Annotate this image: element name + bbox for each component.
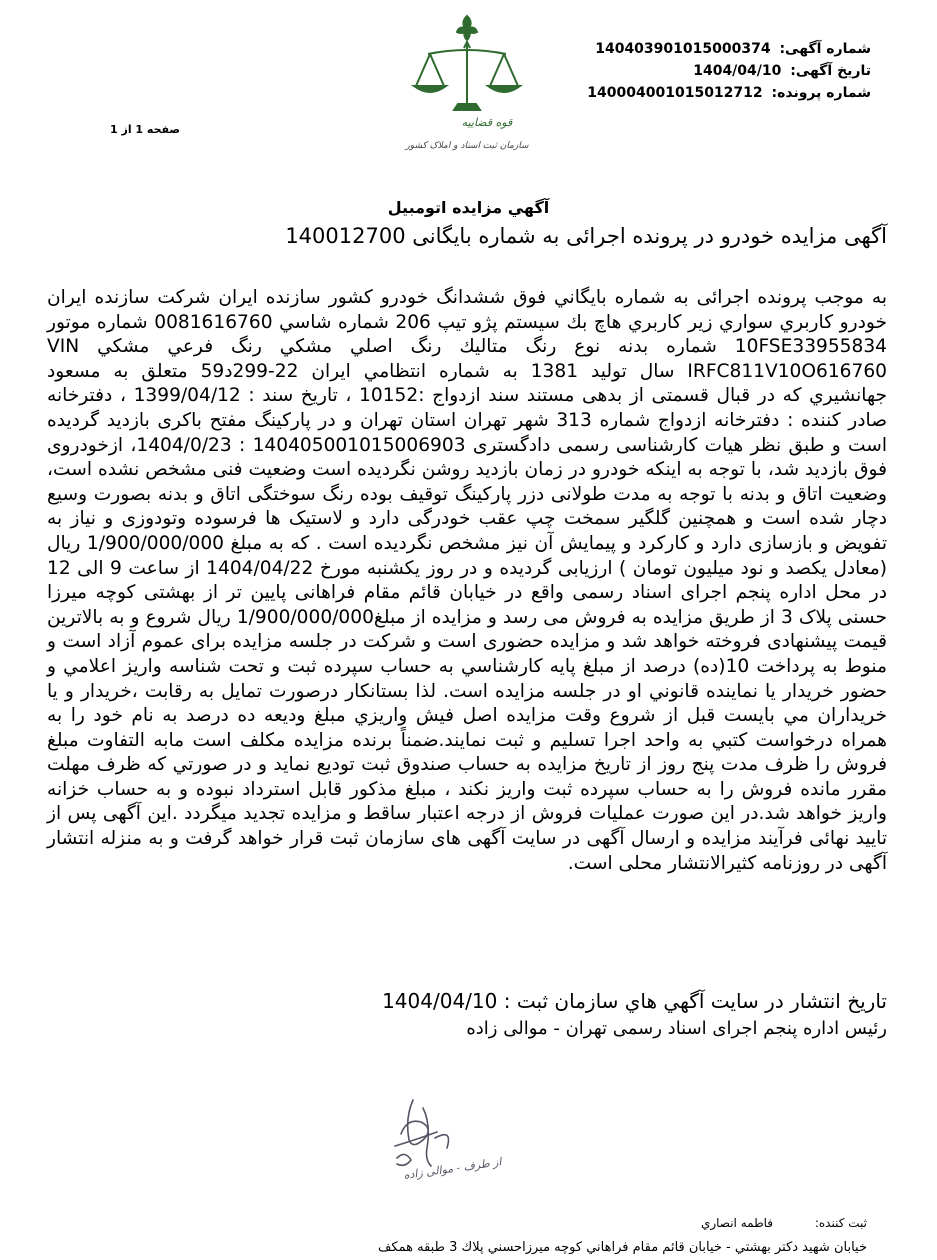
registrar-name: فاطمه انصاري — [700, 1216, 774, 1230]
registrar-row — [701, 1216, 867, 1230]
publication-date-line: تاريخ انتشار در سايت آگهي هاي سازمان ثبت : 1404/04/10 — [382, 989, 887, 1013]
signatory-line: رئیس اداره پنجم اجرای اسناد رسمی تهران - موالی زاده — [466, 1018, 887, 1039]
emblem-line-2: سازمان ثبت اسناد و املاک کشور — [405, 141, 529, 151]
ad-date-row — [571, 60, 871, 82]
ad-date: 1404/04/10 — [693, 63, 782, 79]
office-address: خيابان شهيد دكتر بهشتي - خيابان قائم مقام فراهاني كوچه ميرزاحسني پلاك 3 طبقه همكف — [377, 1240, 867, 1255]
document-subtitle: آگهی مزایده خودرو در پرونده اجرائی به شماره بایگانی 140012700 — [285, 224, 887, 248]
ad-number-row — [571, 38, 871, 60]
ad-number-label: شماره آگهی: — [779, 41, 871, 57]
registrar-label: ثبت کننده: — [814, 1216, 867, 1230]
ad-meta — [571, 38, 871, 104]
auction-notice-body: به موجب پرونده اجرائی به شماره بايگاني فوق ششدانگ خودرو کشور سازنده ایران شرکت سازنده ایران خودرو کاربري سواري زير کاربري هاچ بك سيستم پژو تيپ 206 شماره شاسي 0081616760 شماره موتور 10FSE33955834 شماره بدنه نوع رنگ متاليك رنگ اصلي مشكي رنگ فرعي مشكي VIN IRFC811V10O616760 سال توليد 1381 به شماره انتظامي ايران 22-299د59 متعلق به مسعود جهانشيري که در قبال قسمتی از بدهی مستند سند ازدواج :10152 ، تاریخ سند : 1399/04/12 ، دفترخانه صادر کننده : دفترخانه ازدواج شماره 313 شهر تهران استان تهران و در پارکینگ مفتح باکری بازدید گردیده است و طبق نظر هیات کارشناسی رسمی دادگستری 140405001015006903 : 1404/0/23، ازخودروی فوق بازدید شد، با توجه به اینکه خودرو در زمان بازدید روشن نگردیده است وضعیت فنی مشخص نشده است، وضعیت اتاق و بدنه با توجه به مدت طولانی دزر پارکینگ توقیف بوده رنگ سوختگی اتاق و بدنه بصورت وسیع دچار شده است و همچنین گلگیر سمخت چپ عقب خودرگی دارد و لاستیک ها فرسوده وتودوزی و نیاز به تفویض و بازسازی دارد و کارکرد و پیمایش آن نیز مشخص نگردیده است . که به مبلغ 1/900/000/000 ريال (معادل یکصد و نود میلیون تومان ) ارزیابی گردیده و در روز یکشنبه مورخ 1404/04/22 از ساعت 9 الی 12 در محل اداره پنجم اجرای اسناد رسمی واقع در خیابان قائم مقام فراهانی پایین تر از بهشتی کوچه میرزا حسنی پلاک 3 از طریق مزایده به فروش می رسد و مزایده از مبلغ1/900/000/000 ريال شروع و به بالاترین قیمت پیشنهادی فروخته خواهد شد و مزایده حضوری است و شرکت در جلسه مزایده برای عموم آزاد است و منوط به پرداخت 10(ده) درصد از مبلغ پايه كارشناسي به حساب سپرده ثبت و تحت شناسه واريز اعلامي و حضور خريدار يا نماينده قانوني او در جلسه مزايده است. لذا بستانكار درصورت تمايل به رقابت ،خريدار و يا خريداران مي بايست قبل از شروع وقت مزايده اصل فيش واريزي مبلغ وديعه ده درصد به نام خود را به همراه درخواست كتبي به واحد اجرا تسليم و ثبت نمايند.ضمناً برنده مزايده مكلف است مابه التفاوت مبلغ فروش را ظرف مدت پنج روز از تاريخ مزايده به حساب صندوق ثبت توديع نمايد و در صورتي كه ظرف مهلت مقرر مانده فروش را به حساب سپرده ثبت واريز نكند ، مبلغ مذكور قابل استرداد نبوده و به حساب خزانه واريز خواهد شد.در اين صورت عمليات فروش از درجه اعتبار ساقط و مزايده تجديد ميگردد .این آگهی پس از تایید نهائی فرآیند مزایده و ارسال آگهی در سایت آگهی های سازمان ثبت قرار خواهد گرفت و به منزله انتشار آگهی در روزنامه کثیرالانتشار محلی است. — [47, 287, 888, 874]
ad-date-label: تاریخ آگهی: — [790, 63, 871, 79]
signature-text: از طرف - موالی زاده — [402, 1155, 503, 1182]
page-indicator: صفحه 1 از 1 — [110, 123, 181, 136]
file-number: 140004001015012712 — [587, 85, 763, 101]
handwritten-signature-icon — [335, 1088, 505, 1198]
file-number-row — [571, 82, 871, 104]
ad-number: 140403901015000374 — [595, 41, 771, 57]
emblem-line-1: قوه قضاییه — [461, 116, 513, 129]
judiciary-scales-emblem-icon — [392, 8, 542, 158]
file-number-label: شماره پرونده: — [771, 85, 871, 101]
document-title: آگهي مزايده اتومبيل — [387, 198, 550, 217]
